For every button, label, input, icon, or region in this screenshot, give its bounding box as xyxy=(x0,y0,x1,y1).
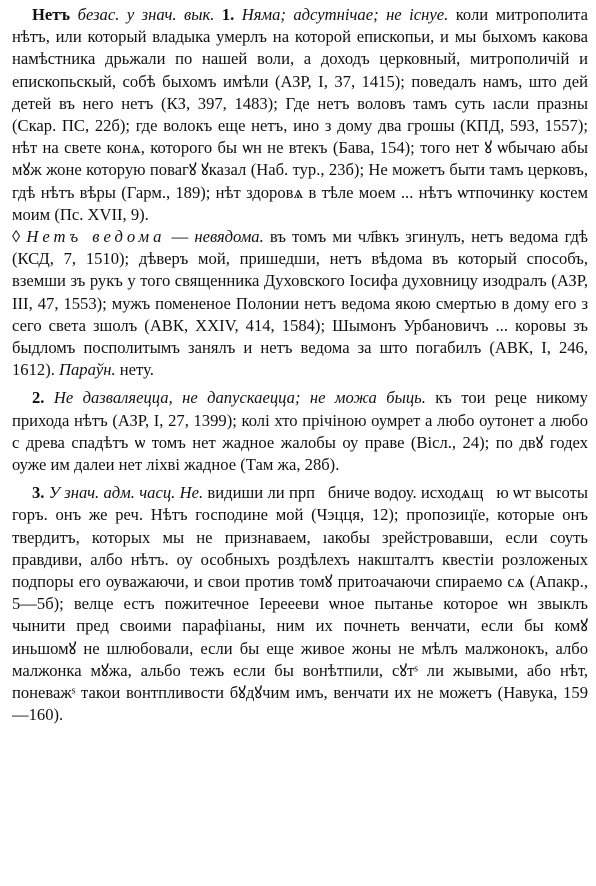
sense-gloss-1: Няма; адсутнічае; не існуе. xyxy=(241,5,449,24)
sense-text-1: коли митрополита нѣтъ, или который владыка умерлъ на которой епископьи, и мы быхомъ какова намѣстника дрьжали по нашей воли, а доходъ церковный, митрополичій и епископьскый, собѣ быхомъ имѣли (АЗР, I, 37, 1415); поведалъ намъ, што дей детей въ него нетъ (КЗ, 397, 1483); Где нетъ воловъ тамъ суть ıасли празны (Скар. ПС, 22б); где волокъ еще нетъ, ино з дому два грошы (КПД, 593, 1557); нѣт на свете конѧ, которого бы ѡн не втекъ (Бава, 154); того нет ꙋ ѡбычаю абы мꙋж жоне которую повагꙋ ꙋказал (Наб. тур., 23б); Не можетъ быти тамъ церковъ, гдѣ нѣтъ вѣры (Гарм., 189); нѣт здоровѧ в тѣле моем ... нѣтъ ѡтпочинку костем моим (Пс. XVII, 9). xyxy=(12,5,589,224)
entry-sense-1 xyxy=(12,4,588,226)
diamond-marker: ◊ xyxy=(12,227,21,247)
entry-sense-2 xyxy=(12,387,588,476)
sense-number-1: 1. xyxy=(221,5,235,24)
grammar-note: безас. у знач. вык. xyxy=(77,5,215,24)
sense-gloss-2: Не дазваляецца, не дапускаецца; не можа быць. xyxy=(53,388,426,408)
entry-sense-3 xyxy=(12,482,588,726)
phrase-block xyxy=(12,226,588,381)
sense-text-3: видиши ли прпⷣбниче водоу. исходѧщꙋю ѡт высоты горъ. онъ же реч. Нѣтъ господине мой (Чэцця, 12); пропозицïе, которые онъ твердитъ, которых мы не признаваем, ıакобы зрейстровавши, если соуть правдиви, албо нѣтъ. оу особныхъ роздѣлехъ накшталтъ квестіи розложеных подпоры его оуважаючи, и свои против томꙋ притоачаючи спираемо сѧ (Апакр., 5—5б); велце естъ пожитечное Іереееви ѡное пытанье которое ѡн звыклъ чынити пред своими парафіıаны, ним их почнеть венчати, если бы комꙋ иньшомꙋ не шлюбовали, если бы еще живое жоны не мѣлъ малжонокъ, албо малжонка мꙋжа, альбо тежъ если бы вонѣтпили, сꙋтˢ ли жывыми, або нѣт, поневажˢ такои вонтпливости бꙋдꙋчим имъ, венчати их не можетъ (Навука, 159—160). xyxy=(12,483,588,725)
headword: Нетъ xyxy=(32,5,71,24)
phrase-heading: Нетъ ведома xyxy=(26,227,166,247)
phrase-dash: — xyxy=(165,227,195,247)
phrase-meaning: невядома. xyxy=(194,227,264,247)
sense-text-2: къ тои реце никому прихода нѣтъ (АЗР, I, 27, 1399); колі хто прічіною оумрет а любо оутонет а любо с древа спадѣтъ ѡ томъ нет жадное жалобы оу праве (Вісл., 24); по двꙋ годех оуже им далеи нет ліхві жадное (Там жа, 28б). xyxy=(12,388,588,475)
sense-number-2: 2. xyxy=(32,388,45,408)
sense-gloss-3: У знач. адм. часц. Не. xyxy=(48,483,204,503)
phrase-text: въ томъ ми чл҃вкъ згинулъ, нетъ ведома гдѣ (КСД, 7, 1510); дѣверъ мой, пришедши, нетъ вѣдома въ который способъ, вземши зъ рукъ у того священника Духовского Іосифа духовницу изодралъ (АЗР, III, 47, 1553); мужъ помененое Полонии нетъ ведома якою смертью в дому его з сего света зшолъ (АВК, XXIV, 414, 1584); Шымонъ Урбановичъ ... коровы зъ быдломъ посполитымъ занялъ и нетъ ведома за што погабилъ (АВК, I, 246, 1612). xyxy=(12,227,589,380)
sense-number-3: 3. xyxy=(32,483,45,503)
paraun-word: нету. xyxy=(115,360,154,380)
paraun-label: Параўн. xyxy=(59,360,116,380)
